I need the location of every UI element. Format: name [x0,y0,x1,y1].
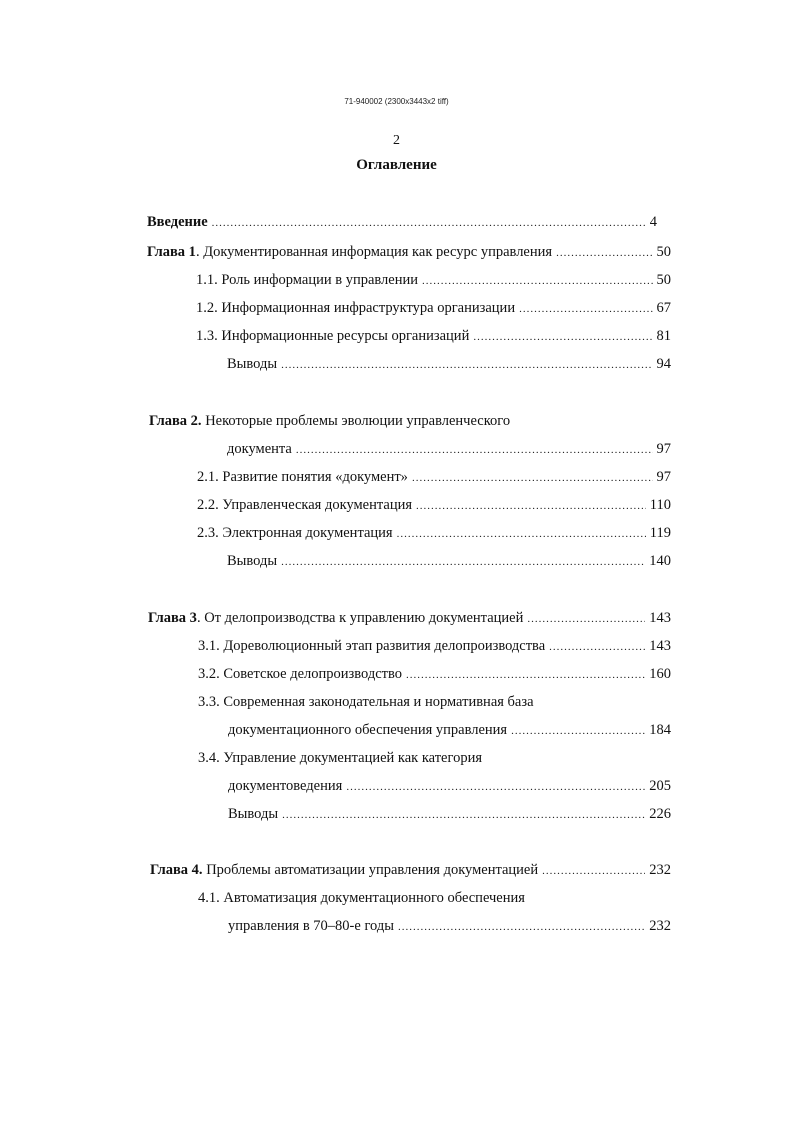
dot-leader [281,355,652,375]
dot-leader [282,805,645,825]
scan-header: 71-940002 (2300x3443x2 tiff) [344,97,449,106]
toc-entry-intro [147,212,657,232]
toc-page-number: 97 [656,441,671,457]
toc-entry-label: документоведения [228,778,343,794]
toc-entry-label: 1.1. Роль информации в управлении [196,272,418,288]
toc-entry-label: Выводы [227,553,278,569]
toc-entry-section-4-1: 4.1. Автоматизация документационного обеспечения [198,890,525,906]
toc-entry-section-3-3-continuation [228,720,671,740]
dot-leader [412,468,653,488]
toc-entry-label: 2.2. Управленческая документация [197,497,413,513]
toc-page-number: 119 [649,525,671,541]
toc-entry-label: 3.2. Советское делопроизводство [198,666,403,682]
toc-page-number: 67 [656,300,671,316]
toc-entry-section-3-4: 3.4. Управление документацией как категория [198,750,483,766]
dot-leader [556,243,652,263]
dot-leader [549,637,645,657]
toc-page-number: 110 [649,497,671,513]
toc-page-number: 143 [649,638,671,654]
dot-leader [296,440,653,460]
toc-entry-conclusions-3 [228,804,671,824]
toc-entry-section-3-4-continuation [228,776,671,796]
toc-page-number: 140 [649,553,671,569]
dot-leader [346,777,645,797]
dot-leader [212,213,646,233]
toc-entry-label: 1.2. Информационная инфраструктура организации [196,300,516,316]
toc-entry-chapter-2-continuation [227,439,671,459]
toc-entry-label: 2.3. Электронная документация [197,525,393,541]
toc-page-number: 232 [649,862,671,878]
toc-page-number: 232 [649,918,671,934]
toc-entry-chapter-3 [148,608,671,628]
dot-leader [281,552,645,572]
toc-entry-chapter-2 [149,411,510,431]
toc-entry-label: 2.1. Развитие понятия «документ» [197,469,408,485]
toc-entry-chapter-1 [147,242,671,262]
chapter-prefix: Глава 2. [149,413,202,429]
toc-page-number: 4 [649,214,657,230]
toc-title: Оглавление [356,157,437,173]
toc-entry-label: Выводы [228,806,279,822]
toc-page-number: 94 [656,356,671,372]
toc-page-number: 50 [656,272,671,288]
toc-page-number: 97 [656,469,671,485]
chapter-title: Некоторые проблемы эволюции управленческого [201,413,511,429]
toc-entry-label: документационного обеспечения управления [228,722,508,738]
dot-leader [519,299,652,319]
toc-entry-label: Выводы [227,356,278,372]
dot-leader [542,861,645,881]
table-of-contents [0,204,793,964]
toc-entry-label: документа [227,441,292,457]
toc-entry-section-3-2 [198,664,671,684]
page-number: 2 [393,133,400,148]
toc-entry-section-2-2 [197,495,671,515]
toc-entry-label: 1.3. Информационные ресурсы организаций [196,328,470,344]
dot-leader [397,524,646,544]
toc-page-number: 205 [649,778,671,794]
toc-entry-section-4-1-continuation [228,916,671,936]
toc-entry-section-2-3 [197,523,671,543]
toc-entry-chapter-4 [150,860,671,880]
toc-entry-label: 3.1. Дореволюционный этап развития делопроизводства [198,638,546,654]
chapter-title: . Документированная информация как ресурс управления [195,244,553,260]
dot-leader [527,609,645,629]
toc-page-number: 226 [649,806,671,822]
dot-leader [416,496,646,516]
toc-entry-label: управления в 70–80-е годы [228,918,394,934]
toc-entry-section-1-1 [196,270,671,290]
dot-leader [406,665,645,685]
toc-entry-conclusions-1 [227,354,671,374]
chapter-prefix: Глава 3 [148,610,197,626]
toc-entry-section-3-1 [198,636,671,656]
chapter-prefix: Глава 4. [150,862,203,878]
toc-entry-section-3-3: 3.3. Современная законодательная и нормативная база [198,694,534,710]
toc-page-number: 160 [649,666,671,682]
chapter-prefix: Глава 1 [147,244,196,260]
toc-page-number: 184 [649,722,671,738]
chapter-title: Проблемы автоматизации управления документацией [202,862,539,878]
toc-entry-section-2-1 [197,467,671,487]
dot-leader [398,917,645,937]
toc-entry-label: Введение [147,214,208,230]
toc-entry-section-1-3 [196,326,671,346]
dot-leader [473,327,652,347]
dot-leader [422,271,653,291]
toc-entry-conclusions-2 [227,551,671,571]
toc-page-number: 50 [656,244,671,260]
dot-leader [511,721,645,741]
toc-entry-section-1-2 [196,298,671,318]
chapter-title: . От делопроизводства к управлению документацией [196,610,524,626]
toc-page-number: 81 [656,328,671,344]
toc-page-number: 143 [649,610,671,626]
